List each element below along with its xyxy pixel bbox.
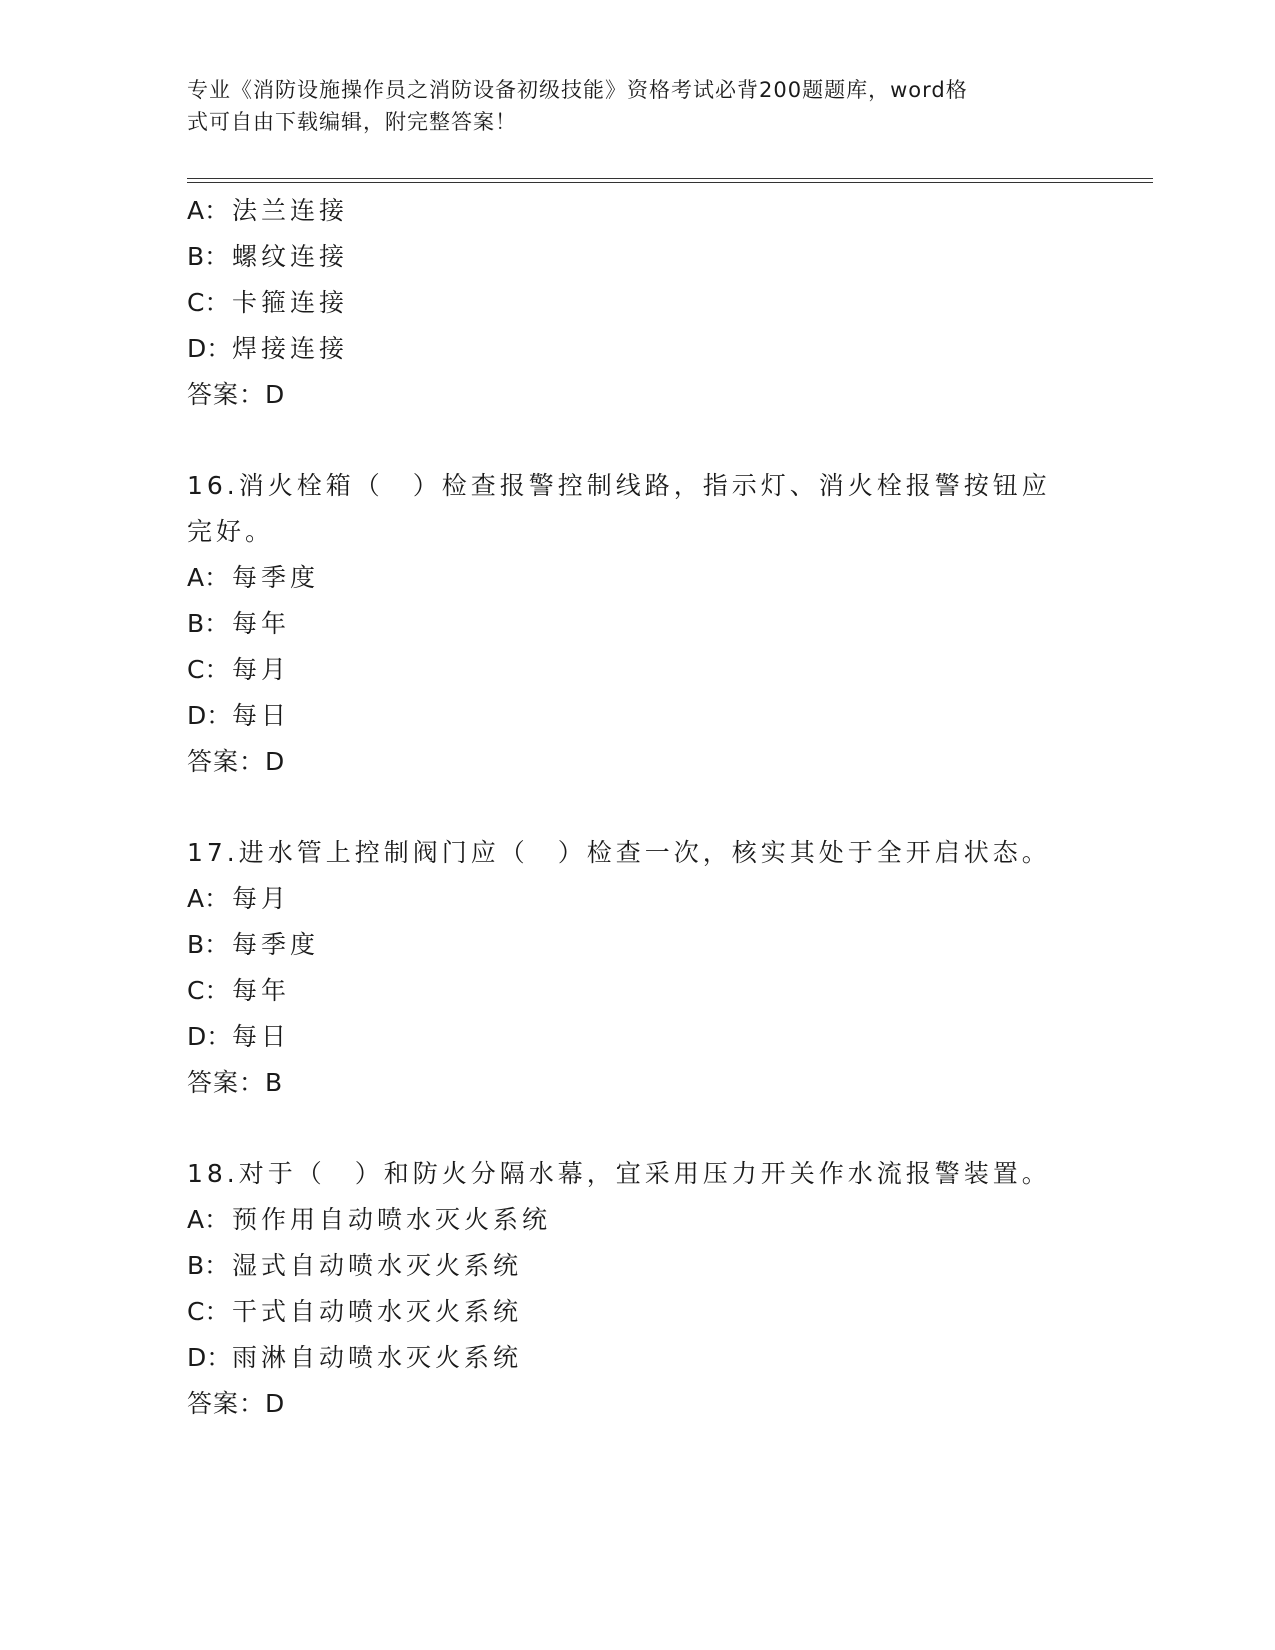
option-d: D：每日 xyxy=(187,1022,291,1051)
question-list xyxy=(187,188,1087,1427)
option-d: D：每日 xyxy=(187,701,291,730)
question-18 xyxy=(187,1151,1087,1427)
option-c: C： 干式自动喷水灭火系统 xyxy=(187,1297,523,1326)
question-16 xyxy=(187,463,1087,785)
option-b: B： 每年 xyxy=(187,609,291,638)
question-17 xyxy=(187,830,1087,1106)
question-stem: 18.对于（ ）和防火分隔水幕，宜采用压力开关作水流报警装置。 xyxy=(187,1159,1051,1188)
answer: 答案：D xyxy=(187,1389,286,1418)
option-b: B： 螺纹连接 xyxy=(187,242,349,271)
document-header xyxy=(187,74,1067,138)
answer: 答案：D xyxy=(187,747,286,776)
answer: 答案：B xyxy=(187,1068,284,1097)
option-a: A： 预作用自动喷水灭火系统 xyxy=(187,1205,552,1234)
header-divider-top xyxy=(187,178,1153,179)
header-line-1: 专业《消防设施操作员之消防设备初级技能》资格考试必背200题题库，word格 xyxy=(187,78,968,102)
option-c: C： 卡箍连接 xyxy=(187,288,349,317)
option-d: D：雨淋自动喷水灭火系统 xyxy=(187,1343,523,1372)
question-continued xyxy=(187,188,1087,418)
option-a: A： 每季度 xyxy=(187,563,320,592)
option-c: C： 每月 xyxy=(187,655,291,684)
option-a: A： 每月 xyxy=(187,884,291,913)
header-divider-bottom xyxy=(187,182,1153,183)
option-b: B： 湿式自动喷水灭火系统 xyxy=(187,1251,523,1280)
answer: 答案：D xyxy=(187,380,286,409)
option-d: D：焊接连接 xyxy=(187,334,349,363)
option-a: A： 法兰连接 xyxy=(187,196,349,225)
option-c: C： 每年 xyxy=(187,976,291,1005)
option-b: B： 每季度 xyxy=(187,930,320,959)
question-stem: 16.消火栓箱（ ）检查报警控制线路，指示灯、消火栓报警按钮应完好。 xyxy=(187,471,1051,546)
header-line-2: 式可自由下载编辑，附完整答案！ xyxy=(187,110,517,134)
question-stem: 17.进水管上控制阀门应（ ）检查一次，核实其处于全开启状态。 xyxy=(187,838,1051,867)
